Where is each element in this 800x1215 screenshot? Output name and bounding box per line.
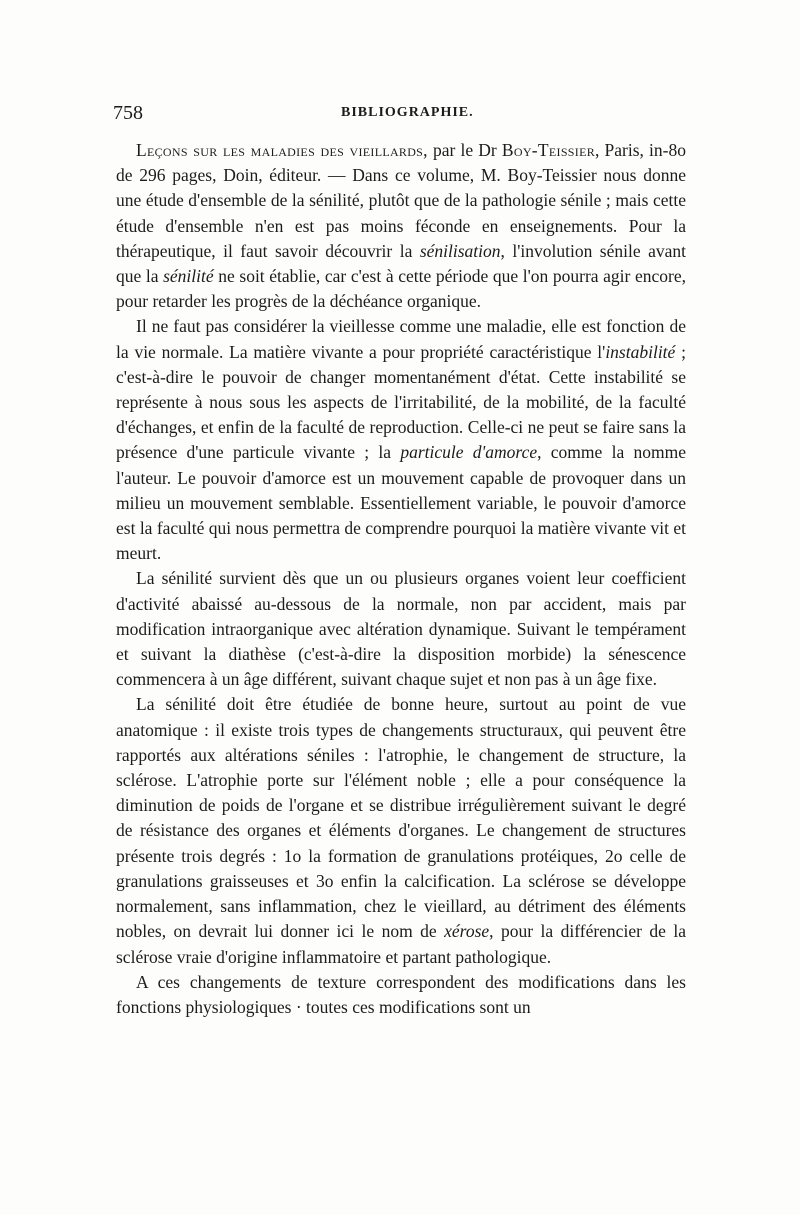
italic-term: xérose <box>444 921 490 942</box>
author-name: Boy-Teissier <box>501 140 596 160</box>
text-segment: , pour la différencier de la sclérose vraie d'origine inflammatoire et partant pathologique. <box>116 921 686 967</box>
text-segment: , comme la nomme l'auteur. Le pouvoir d'amorce est un mouvement capable de provoquer dans un milieu un mouvement semblable. Essentiellement variable, le pouvoir d'amorce est la faculté qui nous permettra de comprendre pourquoi la matière vivante vit et meurt. <box>116 442 686 564</box>
italic-term: sénilisation <box>419 240 501 261</box>
page-header <box>113 100 687 126</box>
review-title: Leçons sur les maladies des vieillards, <box>136 140 428 160</box>
paragraph-1 <box>116 138 686 314</box>
text-segment: , Paris, in-8o de 296 pages, Doin, éditeur. — Dans ce volume, M. Boy-Teissier nous donne une étude d'ensemble de la sénilité, plutôt que de la pathologie sénile ; mais cette étude d'ensemble n'en est pas moins féconde en enseignements. Pour la thérapeutique, il faut savoir découvrir la <box>116 140 686 261</box>
text-segment: A ces changements de texture correspondent des modifications dans les fonctions physiologiques · toutes ces modifications sont un <box>116 971 686 1017</box>
paragraph-5 <box>116 970 686 1020</box>
italic-term: particule d'amorce <box>400 442 538 463</box>
page-number: 758 <box>113 102 143 124</box>
text-segment: Il ne faut pas considérer la vieillesse comme une maladie, elle est fonction de la vie normale. La matière vivante a pour propriété caractéristique l' <box>116 316 686 362</box>
text-segment: ne soit établie, car c'est à cette période que l'on pourra agir encore, pour retarder les progrès de la déchéance organique. <box>116 266 686 312</box>
text-segment: ; c'est-à-dire le pouvoir de changer momentanément d'état. Cette instabilité se représente à nous sous les aspects de l'irritabilité, de la mobilité, de la faculté d'échanges, et enfin de la faculté de reproduction. Celle-ci ne peut se faire sans la présence d'une particule vivante ; la <box>116 341 686 463</box>
italic-term: sénilité <box>163 266 214 287</box>
text-segment: La sénilité doit être étudiée de bonne heure, surtout au point de vue anatomique : il existe trois types de changements structuraux, qui peuvent être rapportés aux altérations séniles : l'atrophie, le changement de structure, la sclérose. L'atrophie porte sur l'élément noble ; elle a pour conséquence la diminution de poids de l'organe et se distribue irrégulièrement suivant le degré de résistance des organes et éléments d'organes. Le changement de structures présente trois degrés : 1o la formation de granulations protéiques, 2o celle de granulations graisseuses et 3o enfin la calcification. La sclérose se développe normalement, sans inflammation, chez le vieillard, au détriment des éléments nobles, on devrait lui donner ici le nom de <box>116 694 686 942</box>
paragraph-2 <box>116 314 686 566</box>
bibliography-body <box>116 138 686 1020</box>
paragraph-4 <box>116 692 686 969</box>
text-segment: par le Dr <box>427 140 502 160</box>
paragraph-3 <box>116 566 686 692</box>
running-head: BIBLIOGRAPHIE. <box>341 105 474 120</box>
italic-term: instabilité <box>605 341 676 362</box>
text-segment: La sénilité survient dès que un ou plusieurs organes voient leur coefficient d'activité abaissé au-dessous de la normale, non par accident, mais par modification intraorganique avec altération dynamique. Suivant le tempérament et suivant la diathèse (c'est-à-dire la disposition morbide) la sénescence commencera à un âge différent, suivant chaque sujet et non pas à un âge fixe. <box>116 568 686 690</box>
text-segment: , l'involution sénile avant que la <box>116 240 686 287</box>
